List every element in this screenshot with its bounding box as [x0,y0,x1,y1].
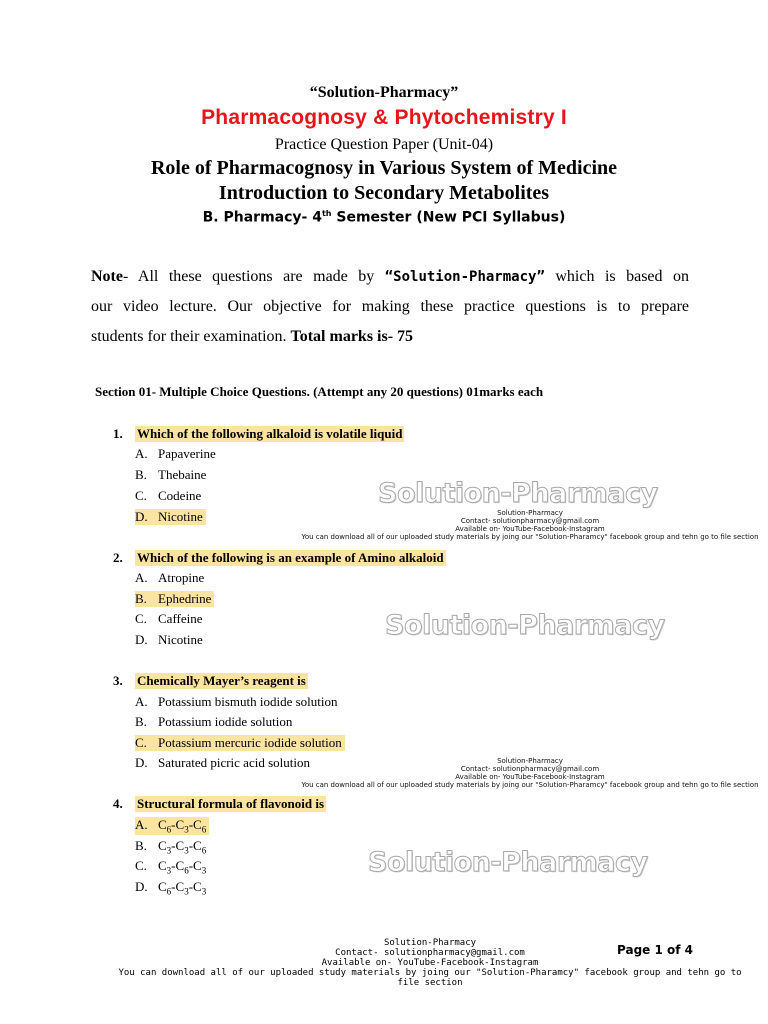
topic-line-2: Introduction to Secondary Metabolites [218,182,550,204]
option-1a: A. Papaverine [135,446,216,461]
question-text: Chemically Mayer’s reagent is [137,673,306,688]
watermark-contact-block: Solution-Pharmacy Contact- solutionpharmacy@gmail.com Available on- YouTube-Facebook-Instagram You can download all of our uploaded study materials by joing our "Solution-Pharamcy" facebook group and tehn go to file section [301,757,759,789]
option-1d-answer: D. Nicotine [135,509,206,525]
note-line-1: Note- All these questions are made by “Solution-Pharmacy” which is based on [91,268,690,285]
paper-subtitle: Practice Question Paper (Unit-04) [274,136,494,153]
question-text: Structural formula of flavonoid is [137,796,325,811]
option-3b: B. Potassium iodide solution [135,714,293,729]
question-number: 1. [113,426,123,441]
watermark-text: Solution-Pharmacy [378,478,658,509]
option-3d: D. Saturated picric acid solution [135,755,310,770]
option-2a: A. Atropine [135,570,205,585]
option-4a-answer: A. $C_6-C_3-C_6$ [135,817,209,835]
option-4d: D. $C_6-C_3-C_3$ [135,879,207,897]
footer-line: Contact- solutionpharmacy@gmail.com [335,948,525,958]
footer-line: You can download all of our uploaded study materials by joing our "Solution-Pharamcy" facebook group and tehn go to file section [118,968,742,988]
option-3c-answer: C. Potassium mercuric iodide solution [135,735,345,751]
question-text: Which of the following is an example of Amino alkaloid [137,550,444,565]
question-number: 2. [113,550,123,565]
option-2c: C. Caffeine [135,611,203,626]
option-4b: B. $C_3-C_3-C_6$ [135,838,207,856]
footer-line: Available on- YouTube-Facebook-Instagram [321,958,539,968]
page-number: Page 1 of 4 [617,943,693,957]
semester-line: B. Pharmacy- 4th Semester (New PCI Syllabus) [202,209,566,226]
question-text: Which of the following alkaloid is volatile liquid [137,426,403,441]
option-2d: D. Nicotine [135,632,203,647]
brand-name: “Solution-Pharmacy” [309,84,459,101]
question-number: 3. [113,673,123,688]
note-line-3: students for their examination. Total marks is- 75 [91,328,414,345]
watermark-text: Solution-Pharmacy [368,847,648,878]
watermark-text: Solution-Pharmacy [385,610,665,641]
note-line-2: our video lecture. Our objective for making these practice questions is to prepare [91,298,689,315]
option-1c: C. Codeine [135,488,202,503]
question-number: 4. [113,796,123,811]
option-1b: B. Thebaine [135,467,207,482]
option-4c: C. $C_3-C_6-C_3$ [135,858,207,876]
watermark-contact-block: Solution-Pharmacy Contact- solutionpharmacy@gmail.com Available on- YouTube-Facebook-Instagram You can download all of our uploaded study materials by joing our "Solution-Pharamcy" facebook group and tehn go to file section [301,509,759,541]
topic-line-1: Role of Pharmacognosy in Various System of Medicine [150,157,618,179]
note-paragraph [91,262,689,352]
option-3a: A. Potassium bismuth iodide solution [135,694,338,709]
option-2b-answer: B. Ephedrine [135,591,214,607]
footer-line: Solution-Pharmacy [383,938,477,948]
document-title: Pharmacognosy & Phytochemistry I [201,106,567,129]
section-heading: Section 01- Multiple Choice Questions. (Attempt any 20 questions) 01marks each [95,384,544,399]
